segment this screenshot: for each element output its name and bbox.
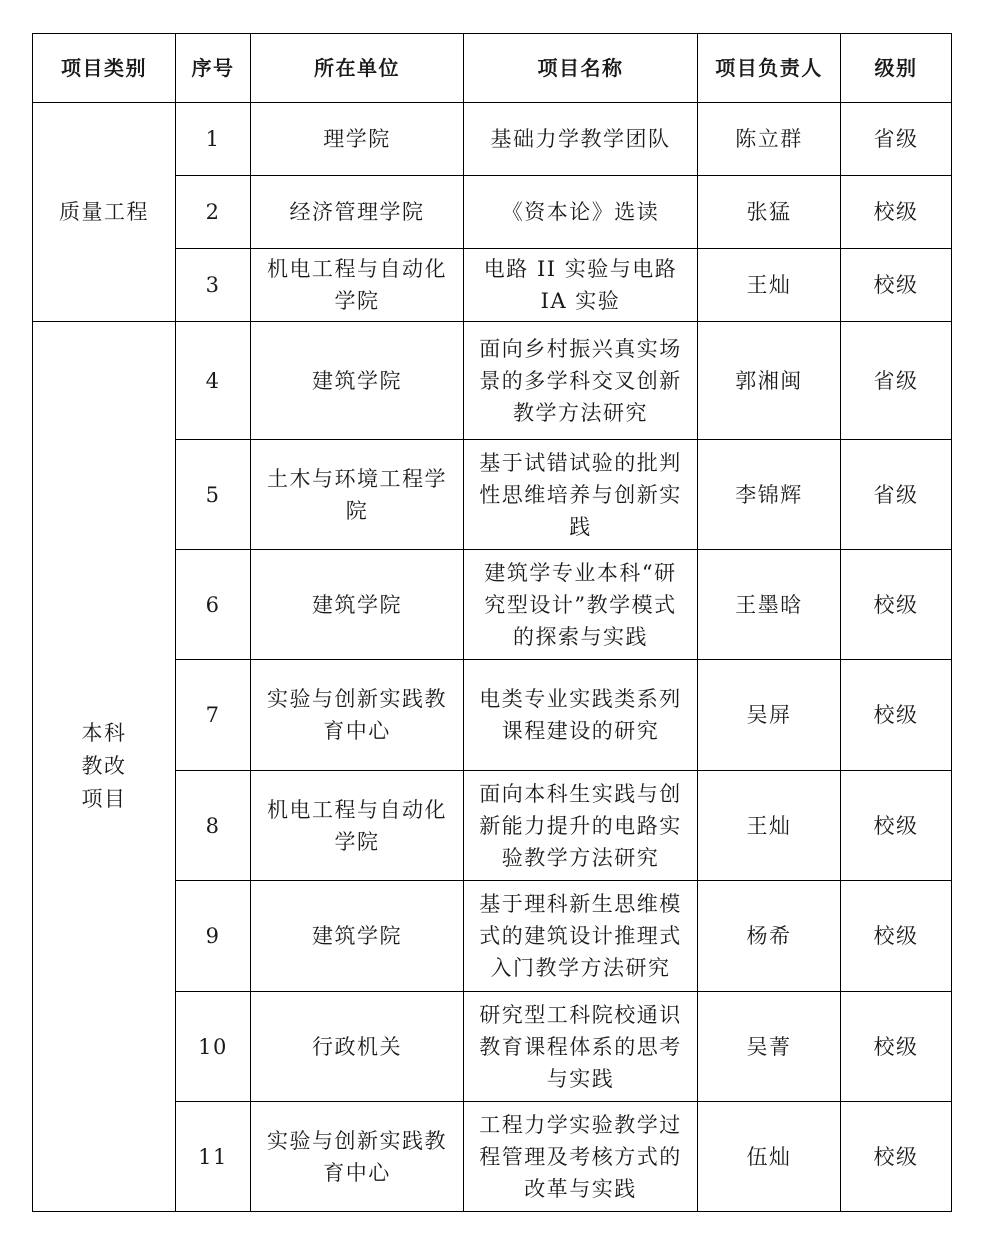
project-name-cell: 研究型工科院校通识教育课程体系的思考与实践 xyxy=(464,992,698,1102)
project-name-cell: 工程力学实验教学过程管理及考核方式的改革与实践 xyxy=(464,1102,698,1212)
project-name-cell: 面向本科生实践与创新能力提升的电路实验教学方法研究 xyxy=(464,771,698,881)
seq-cell: 5 xyxy=(176,440,251,550)
header-unit: 所在单位 xyxy=(251,34,464,103)
level-cell: 校级 xyxy=(841,660,952,771)
unit-cell: 建筑学院 xyxy=(251,322,464,440)
category-label: 质量工程 xyxy=(59,200,149,224)
level-cell: 校级 xyxy=(841,1102,952,1212)
leader-cell: 陈立群 xyxy=(698,103,841,176)
unit-cell: 土木与环境工程学院 xyxy=(251,440,464,550)
project-name-cell: 基于理科新生思维模式的建筑设计推理式入门教学方法研究 xyxy=(464,881,698,992)
table-row xyxy=(33,103,952,176)
project-name-cell: 电路 II 实验与电路 IA 实验 xyxy=(464,249,698,322)
seq-cell: 8 xyxy=(176,771,251,881)
leader-cell: 吴菁 xyxy=(698,992,841,1102)
unit-cell: 机电工程与自动化学院 xyxy=(251,249,464,322)
leader-cell: 张猛 xyxy=(698,176,841,249)
table-row xyxy=(33,322,952,440)
project-name-cell: 建筑学专业本科“研究型设计”教学模式的探索与实践 xyxy=(464,550,698,660)
leader-cell: 王灿 xyxy=(698,771,841,881)
unit-cell: 理学院 xyxy=(251,103,464,176)
project-name-cell: 基于试错试验的批判性思维培养与创新实践 xyxy=(464,440,698,550)
level-cell: 省级 xyxy=(841,103,952,176)
project-name-cell: 《资本论》选读 xyxy=(464,176,698,249)
seq-cell: 9 xyxy=(176,881,251,992)
leader-cell: 李锦辉 xyxy=(698,440,841,550)
level-cell: 省级 xyxy=(841,440,952,550)
level-cell: 校级 xyxy=(841,992,952,1102)
unit-cell: 实验与创新实践教育中心 xyxy=(251,1102,464,1212)
category-label: 本科教改项目 xyxy=(81,721,127,811)
unit-cell: 经济管理学院 xyxy=(251,176,464,249)
seq-cell: 10 xyxy=(176,992,251,1102)
leader-cell: 王墨晗 xyxy=(698,550,841,660)
category-cell xyxy=(33,103,176,322)
header-seq: 序号 xyxy=(176,34,251,103)
header-leader: 项目负责人 xyxy=(698,34,841,103)
project-name-cell: 面向乡村振兴真实场景的多学科交叉创新教学方法研究 xyxy=(464,322,698,440)
level-cell: 校级 xyxy=(841,249,952,322)
leader-cell: 郭湘闽 xyxy=(698,322,841,440)
seq-cell: 2 xyxy=(176,176,251,249)
leader-cell: 王灿 xyxy=(698,249,841,322)
seq-cell: 3 xyxy=(176,249,251,322)
header-name: 项目名称 xyxy=(464,34,698,103)
project-name-cell: 基础力学教学团队 xyxy=(464,103,698,176)
unit-cell: 行政机关 xyxy=(251,992,464,1102)
seq-cell: 1 xyxy=(176,103,251,176)
leader-cell: 吴屏 xyxy=(698,660,841,771)
unit-cell: 建筑学院 xyxy=(251,550,464,660)
seq-cell: 11 xyxy=(176,1102,251,1212)
seq-cell: 7 xyxy=(176,660,251,771)
project-name-cell: 电类专业实践类系列课程建设的研究 xyxy=(464,660,698,771)
header-category: 项目类别 xyxy=(33,34,176,103)
leader-cell: 杨希 xyxy=(698,881,841,992)
header-row xyxy=(33,34,952,103)
unit-cell: 实验与创新实践教育中心 xyxy=(251,660,464,771)
level-cell: 校级 xyxy=(841,881,952,992)
level-cell: 校级 xyxy=(841,771,952,881)
seq-cell: 4 xyxy=(176,322,251,440)
projects-table xyxy=(32,33,952,1212)
level-cell: 省级 xyxy=(841,322,952,440)
header-level: 级别 xyxy=(841,34,952,103)
unit-cell: 机电工程与自动化学院 xyxy=(251,771,464,881)
category-cell xyxy=(33,322,176,1212)
leader-cell: 伍灿 xyxy=(698,1102,841,1212)
seq-cell: 6 xyxy=(176,550,251,660)
level-cell: 校级 xyxy=(841,550,952,660)
unit-cell: 建筑学院 xyxy=(251,881,464,992)
level-cell: 校级 xyxy=(841,176,952,249)
